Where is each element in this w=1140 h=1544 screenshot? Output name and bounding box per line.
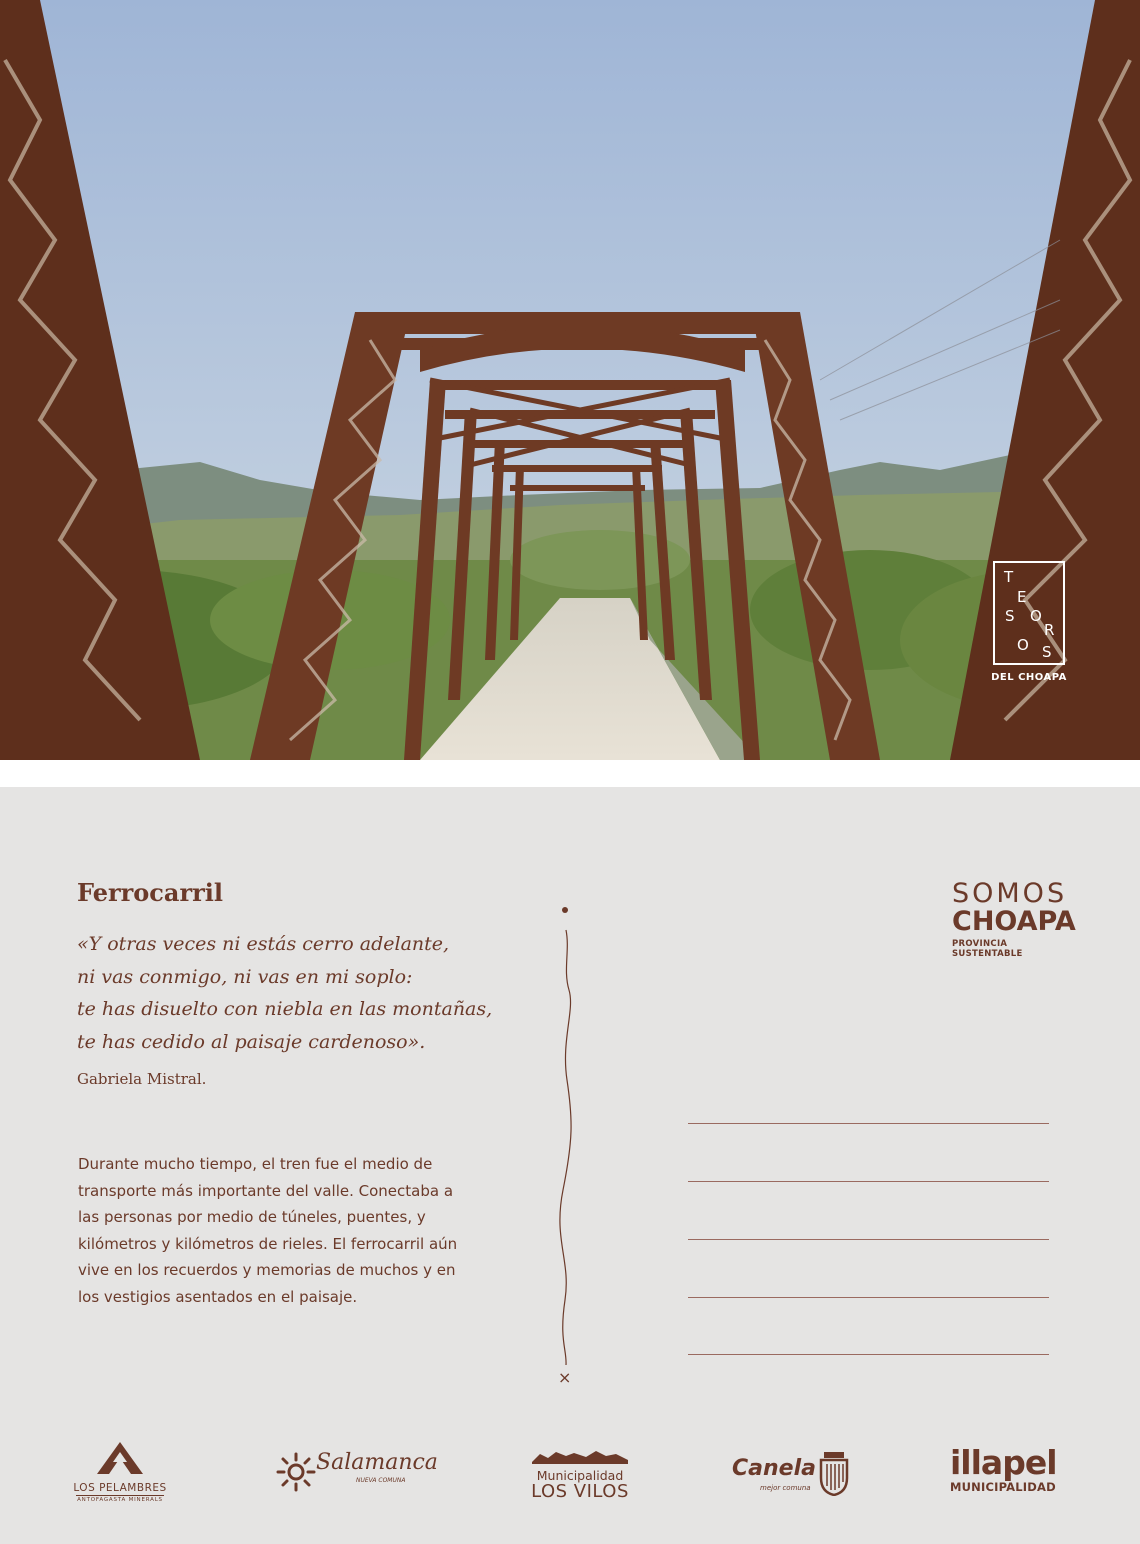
- pelambres-sub: ANTOFAGASTA MINERALS: [77, 1497, 163, 1503]
- divider-mark: ×: [558, 1368, 572, 1387]
- somos-choapa-logo: [952, 878, 1076, 959]
- los-pelambres-logo: [70, 1440, 170, 1503]
- address-line: [688, 1297, 1049, 1298]
- canela-sub: mejor comuna: [760, 1484, 811, 1492]
- salamanca-name: Salamanca: [316, 1450, 438, 1475]
- address-line: [688, 1354, 1049, 1355]
- body-paragraph: Durante mucho tiempo, el tren fue el medio de transporte más importante del valle. Conectaba a las personas por medio de túneles, puentes, y kilómetros y kilómetros de rieles. El ferrocarril aún vive en los recuerdos y memorias de muchos y en los vestigios asentados en el paisaje.: [78, 1155, 458, 1306]
- canela-name: Canela: [732, 1456, 816, 1481]
- quote: [77, 928, 497, 1058]
- los-vilos-logo: [525, 1448, 635, 1501]
- tesoros-subtitle: DEL CHOAPA: [991, 672, 1067, 683]
- address-line: [688, 1239, 1049, 1240]
- address-line: [688, 1181, 1049, 1182]
- bridge-illustration: [0, 0, 1140, 760]
- brand-line-1: SOMOS: [952, 878, 1068, 909]
- page-title: Ferrocarril: [77, 878, 223, 907]
- badge-letter: E: [1017, 588, 1027, 606]
- illapel-sub: MUNICIPALIDAD: [950, 1480, 1056, 1494]
- brand-line-2: CHOAPA: [952, 906, 1076, 937]
- divider-line: [560, 930, 571, 1365]
- badge-letter: O: [1030, 607, 1042, 625]
- quote-line: «Y otras veces ni estás cerro adelante,: [77, 933, 450, 955]
- tesoros-badge: [993, 561, 1065, 665]
- canela-logo: [732, 1450, 852, 1500]
- pelambres-mountain-icon: [95, 1440, 145, 1476]
- badge-letter: R: [1044, 621, 1055, 639]
- quote-author: Gabriela Mistral.: [77, 1070, 207, 1088]
- vilos-line-2: LOS VILOS: [531, 1481, 629, 1502]
- salamanca-logo: [276, 1450, 438, 1498]
- illapel-logo: [950, 1443, 1057, 1494]
- pelambres-name: LOS PELAMBRES: [73, 1482, 167, 1494]
- badge-letter: T: [1004, 568, 1014, 586]
- quote-line: te has disuelto con niebla en las montañas,: [77, 998, 493, 1020]
- canela-crest-icon: [818, 1450, 850, 1496]
- divider-dot-icon: [562, 907, 568, 913]
- divider: [545, 900, 585, 1394]
- vilos-line-1: Municipalidad: [536, 1468, 624, 1483]
- bridge-photo: [0, 0, 1140, 760]
- salamanca-sub: NUEVA COMUNA: [356, 1477, 406, 1484]
- quote-line: ni vas conmigo, ni vas en mi soplo:: [77, 965, 413, 988]
- quote-line: te has cedido al paisaje cardenoso».: [77, 1030, 426, 1053]
- brand-line-3: PROVINCIA SUSTENTABLE: [952, 939, 1023, 959]
- vilos-skyline-icon: [530, 1448, 630, 1464]
- address-line: [688, 1123, 1049, 1124]
- illapel-name: illapel: [950, 1443, 1057, 1482]
- badge-letter: S: [1005, 607, 1015, 625]
- badge-letter: O: [1017, 636, 1029, 654]
- badge-letter: S: [1042, 643, 1052, 661]
- sun-icon: [276, 1452, 316, 1492]
